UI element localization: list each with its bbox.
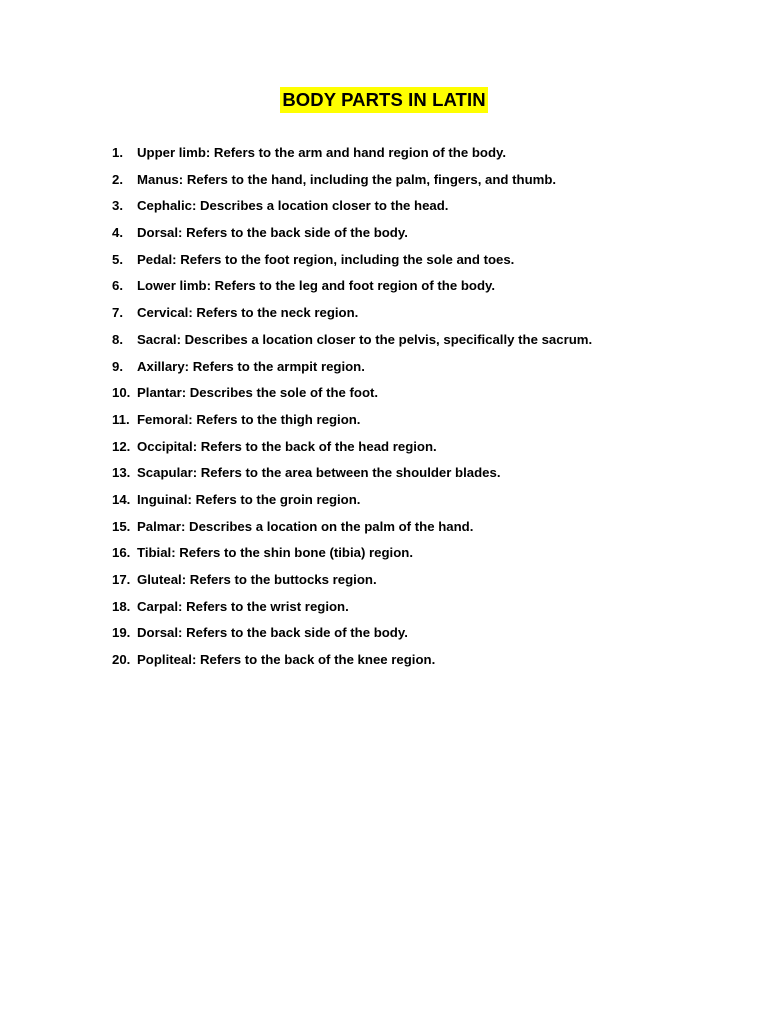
item-text: Dorsal: Refers to the back side of the body.	[137, 625, 408, 641]
body-parts-list	[112, 140, 592, 674]
list-item	[112, 594, 592, 621]
item-number: 18.	[112, 598, 131, 614]
item-number: 10.	[112, 385, 131, 401]
item-text: Manus: Refers to the hand, including the palm, fingers, and thumb.	[137, 171, 557, 187]
list-item	[112, 220, 592, 247]
list-item	[112, 540, 592, 567]
item-number: 17.	[112, 572, 131, 587]
item-number: 3.	[112, 198, 123, 214]
list-item	[112, 327, 592, 354]
item-number: 14.	[112, 491, 131, 507]
item-text: Popliteal: Refers to the back of the knee region.	[137, 652, 436, 668]
item-number: 16.	[112, 545, 131, 561]
list-item	[112, 140, 592, 167]
item-text: Carpal: Refers to the wrist region.	[137, 598, 349, 614]
item-number: 15.	[112, 518, 131, 534]
list-item	[112, 300, 592, 327]
item-text: Gluteal: Refers to the buttocks region.	[137, 572, 377, 587]
list-item	[112, 354, 592, 381]
list-item	[112, 487, 592, 514]
item-number: 1.	[112, 145, 123, 160]
list-item	[112, 514, 592, 541]
item-number: 7.	[112, 305, 123, 321]
item-number: 20.	[112, 652, 131, 668]
list-item	[112, 460, 592, 487]
item-number: 9.	[112, 358, 123, 374]
item-text: Sacral: Describes a location closer to the pelvis, specifically the sacrum.	[137, 331, 593, 347]
list-item	[112, 434, 592, 461]
list-item	[112, 620, 592, 647]
list-item	[112, 567, 592, 594]
item-number: 5.	[112, 251, 123, 267]
list-item	[112, 167, 592, 194]
item-text: Occipital: Refers to the back of the head region.	[137, 438, 437, 454]
item-text: Plantar: Describes the sole of the foot.	[137, 385, 379, 401]
list-item	[112, 273, 592, 300]
item-text: Cervical: Refers to the neck region.	[137, 305, 359, 321]
item-text: Axillary: Refers to the armpit region.	[137, 358, 365, 374]
item-text: Upper limb: Refers to the arm and hand region of the body.	[137, 145, 507, 160]
item-number: 2.	[112, 171, 123, 187]
item-number: 11.	[112, 411, 130, 427]
item-text: Femoral: Refers to the thigh region.	[137, 411, 361, 427]
item-number: 13.	[112, 465, 131, 481]
item-text: Inguinal: Refers to the groin region.	[137, 491, 361, 507]
list-item	[112, 647, 592, 674]
item-text: Cephalic: Describes a location closer to the head.	[137, 198, 449, 214]
item-text: Tibial: Refers to the shin bone (tibia) region.	[137, 545, 413, 561]
item-text: Pedal: Refers to the foot region, including the sole and toes.	[137, 251, 515, 267]
item-text: Lower limb: Refers to the leg and foot region of the body.	[137, 278, 496, 294]
item-number: 6.	[112, 278, 123, 294]
list-item	[112, 247, 592, 274]
title-container	[0, 87, 768, 113]
list-item	[112, 380, 592, 407]
item-number: 19.	[112, 625, 131, 641]
item-number: 12.	[112, 438, 131, 454]
list-item	[112, 193, 592, 220]
item-text: Scapular: Refers to the area between the shoulder blades.	[137, 465, 501, 481]
item-text: Palmar: Describes a location on the palm of the hand.	[137, 518, 474, 534]
list-item	[112, 407, 592, 434]
item-text: Dorsal: Refers to the back side of the body.	[137, 225, 408, 241]
page-title: BODY PARTS IN LATIN	[280, 87, 487, 113]
item-number: 4.	[112, 225, 123, 241]
item-number: 8.	[112, 331, 123, 347]
